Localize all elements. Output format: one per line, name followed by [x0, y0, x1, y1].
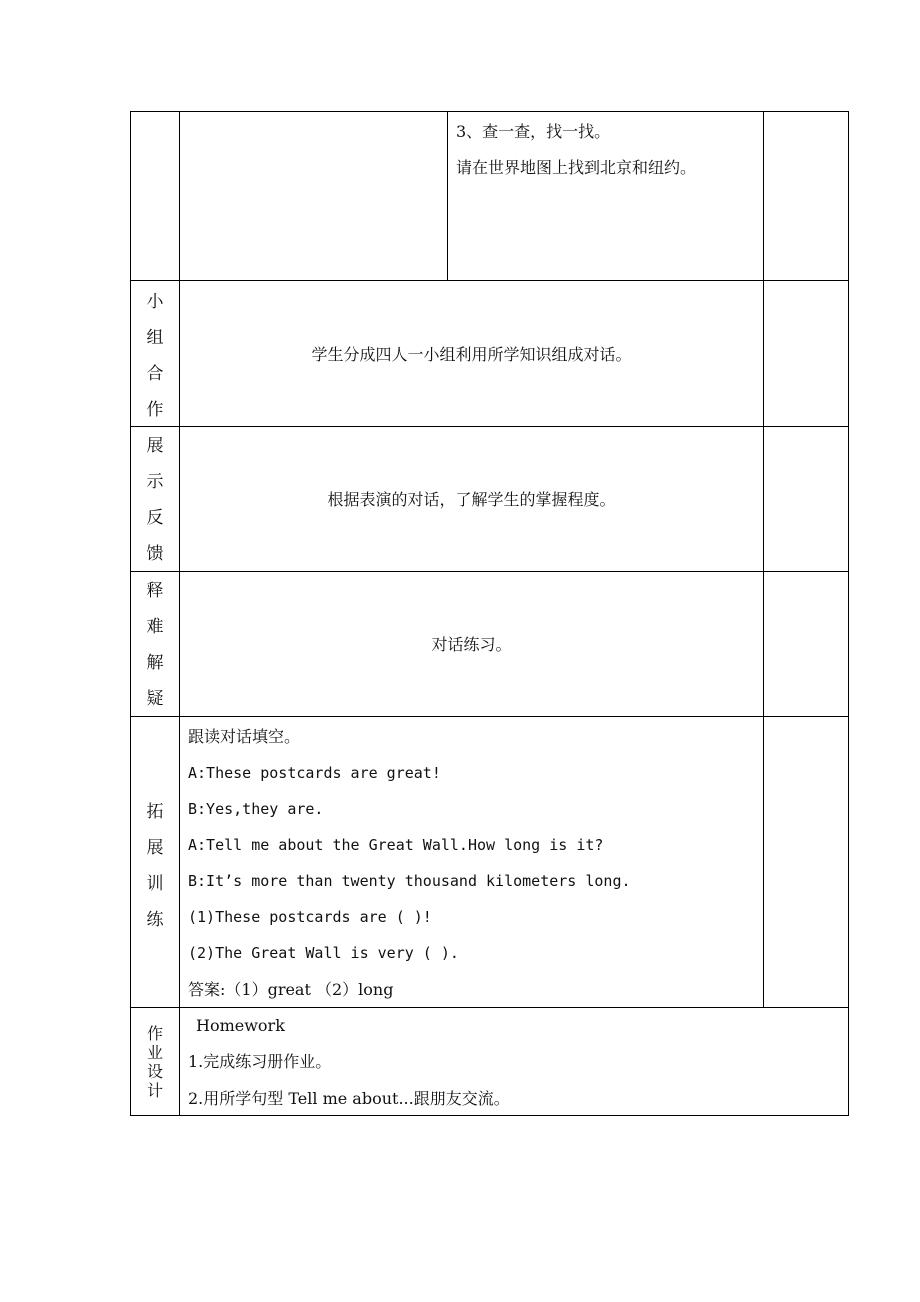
label-column-divider — [179, 111, 180, 1116]
group-work-content: 学生分成四人一小组利用所学知识组成对话。 — [311, 345, 632, 364]
row-divider — [130, 280, 849, 281]
extend-instruction: 跟读对话填空。 — [188, 727, 301, 746]
fill-blank-question: (2)The Great Wall is very ( ). — [188, 944, 459, 962]
dialogue-line: A:Tell me about the Great Wall.How long is it? — [188, 836, 604, 854]
fill-blank-question: (1)These postcards are ( )! — [188, 908, 432, 926]
row-label-homework: 作 业 设 计 — [146, 1024, 163, 1100]
step-text: 请在世界地图上找到北京和纽约。 — [456, 158, 697, 177]
homework-title: Homework — [196, 1016, 285, 1035]
answer-key: 答案:（1）great （2）long — [188, 980, 394, 999]
inner-column-divider — [447, 111, 448, 281]
table-border-top — [130, 111, 849, 112]
dialogue-line: B:Yes,they are. — [188, 800, 324, 818]
homework-item: 1.完成练习册作业。 — [188, 1052, 332, 1071]
row-label-extend: 拓 展 训 练 — [146, 802, 164, 930]
notes-column-divider — [763, 111, 764, 1008]
dialogue-line: B:It’s more than twenty thousand kilometers long. — [188, 872, 631, 890]
step-title: 3、查一查，找一找。 — [456, 122, 611, 141]
table-border-left — [130, 111, 131, 1116]
row-divider — [130, 426, 849, 427]
row-divider — [130, 1007, 849, 1008]
row-label-show-feedback: 展 示 反 馈 — [146, 436, 164, 564]
dialogue-line: A:These postcards are great! — [188, 764, 441, 782]
homework-item: 2.用所学句型 Tell me about...跟朋友交流。 — [188, 1089, 510, 1108]
row-divider — [130, 571, 849, 572]
row-label-explain: 释 难 解 疑 — [146, 581, 164, 709]
row-divider — [130, 716, 849, 717]
row-label-group-work: 小 组 合 作 — [146, 292, 164, 420]
explain-content: 对话练习。 — [431, 635, 512, 654]
show-feedback-content: 根据表演的对话，了解学生的掌握程度。 — [327, 490, 616, 509]
table-border-right — [848, 111, 849, 1116]
table-border-bottom — [130, 1115, 849, 1116]
